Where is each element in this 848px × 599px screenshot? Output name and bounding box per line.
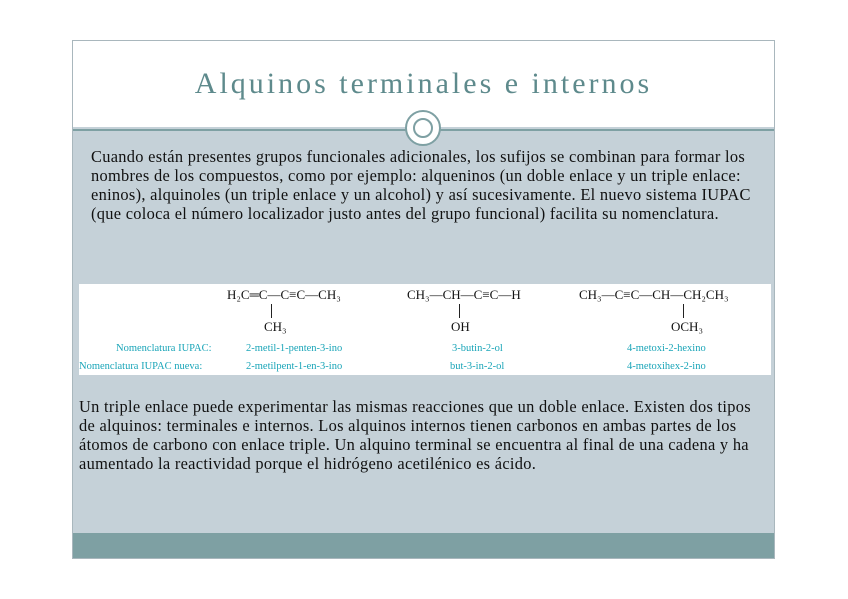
compound-3-bond <box>683 304 684 318</box>
paragraph-1: Cuando están presentes grupos funcionales adicionales, los sufijos se combinan para formar los nombres de los compuestos, como por ejemplo: alqueninos (un doble enlace y un triple enlace: eninos), alquinoles (un triple enlace y un alcohol) y así sucesivamente. El nuevo sistema IUPAC (que coloca el número localizador justo antes del grupo funcional) facilita su nomenclatura. <box>91 147 751 223</box>
compound-3-formula: CH₃—C≡C—CH—CH₂CH₃ <box>579 287 729 302</box>
compound-1-iupac: 2-metil-1-penten-3-ino <box>246 343 343 354</box>
iupac-label: Nomenclatura IUPAC: <box>116 343 212 354</box>
chemical-structures-panel <box>79 284 771 375</box>
compound-1-iupac-new: 2-metilpent-1-en-3-ino <box>246 361 343 372</box>
paragraph-2: Un triple enlace puede experimentar las mismas reacciones que un doble enlace. Existen dos tipos de alquinos: terminales e internos. Los alquinos internos tienen carbonos en ambas partes de los átomos de carbono con enlace triple. Un alquino terminal se encuentra al final de una cadena y ha aumentado la reactividad porque el hidrógeno acetilénico es ácido. <box>79 397 751 473</box>
slide-title: Alquinos terminales e internos <box>194 67 653 100</box>
slide <box>72 40 775 559</box>
compound-3-iupac: 4-metoxi-2-hexino <box>627 343 706 354</box>
iupac-new-label: Nomenclatura IUPAC nueva: <box>79 361 203 372</box>
compound-3-substituent: OCH₃ <box>671 319 703 334</box>
footer-band <box>73 533 774 558</box>
compound-2-iupac: 3-butin-2-ol <box>452 343 503 354</box>
circle-ornament-inner <box>413 118 433 138</box>
compound-2-formula: CH₃—CH—C≡C—H <box>407 287 521 302</box>
compound-1-formula: H₂C═C—C≡C—CH₃ <box>227 287 341 302</box>
compound-3-iupac-new: 4-metoxihex-2-ino <box>627 361 706 372</box>
circle-ornament-icon <box>405 110 441 146</box>
compound-1-substituent: CH₃ <box>264 319 287 334</box>
compound-2-iupac-new: but-3-in-2-ol <box>450 361 505 372</box>
compound-2-substituent: OH <box>451 319 470 334</box>
compound-2-bond <box>459 304 460 318</box>
compound-1-bond <box>271 304 272 318</box>
